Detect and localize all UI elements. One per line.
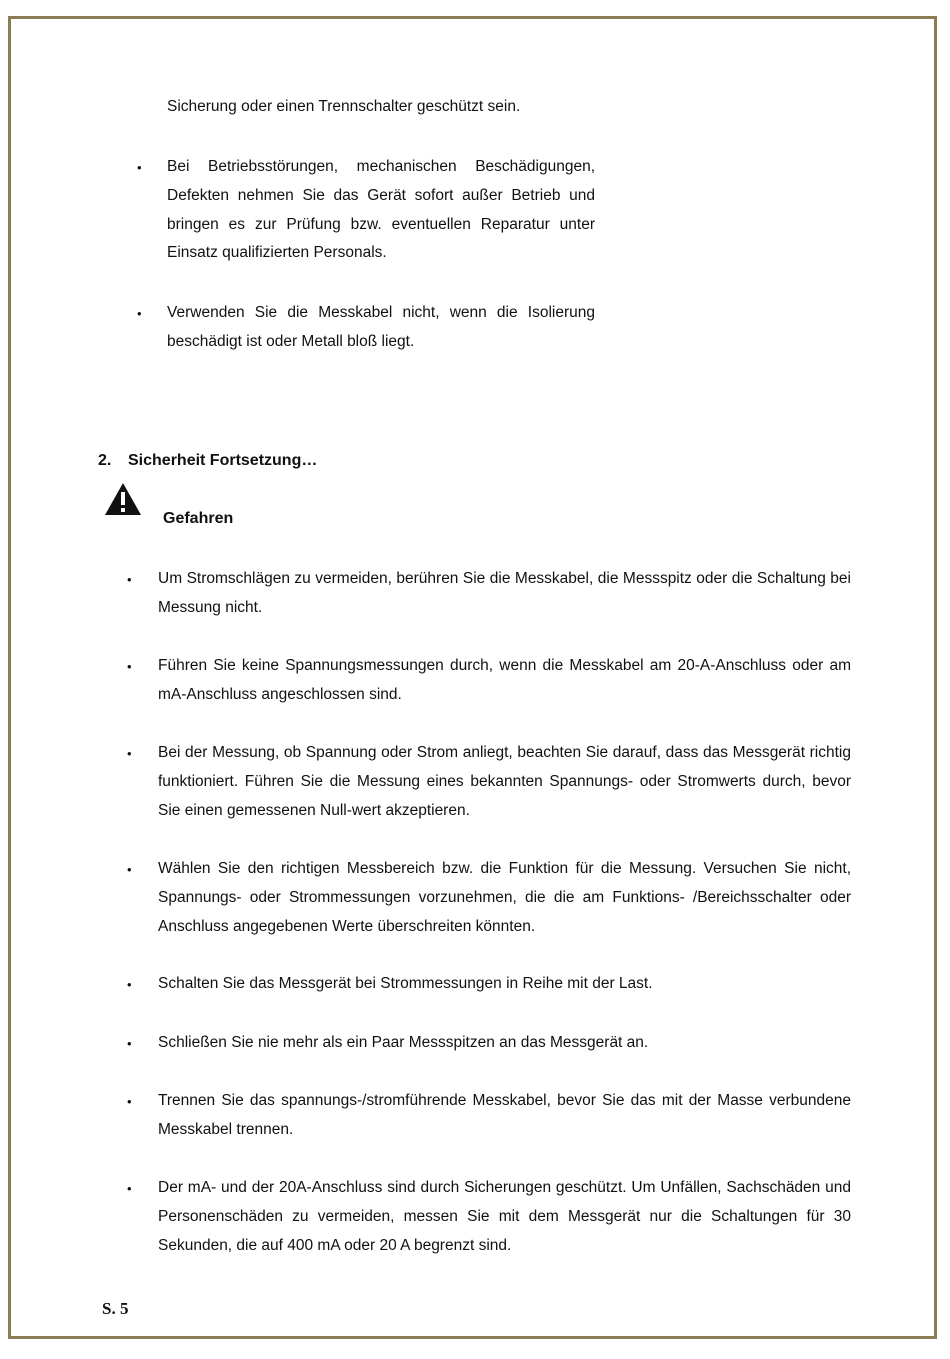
list-item: Trennen Sie das spannungs-/stromführende Messkabel, bevor Sie das mit der Masse verbundene Messkabel trennen. xyxy=(158,1092,851,1138)
warning-triangle-icon xyxy=(104,482,142,516)
bullet-marker: • xyxy=(127,746,132,761)
list-item: Schalten Sie das Messgerät bei Strommessungen in Reihe mit der Last. xyxy=(158,975,653,992)
list-item: Verwenden Sie die Messkabel nicht, wenn die Isolierung beschädigt ist oder Metall bloß liegt. xyxy=(167,304,595,350)
bullet-marker: • xyxy=(137,160,142,175)
bullet-marker: • xyxy=(127,1036,132,1051)
bullet-marker: • xyxy=(127,1094,132,1109)
list-item: Bei der Messung, ob Spannung oder Strom anliegt, beachten Sie darauf, dass das Messgerät richtig funktioniert. Führen Sie die Messung eines bekannten Spannungs- oder Stromwerts durch, bevor Sie einen gemessenen Null-wert akzeptieren. xyxy=(158,744,851,819)
bullet-marker: • xyxy=(127,572,132,587)
list-item: Um Stromschlägen zu vermeiden, berühren Sie die Messkabel, die Messspitz oder die Schaltung bei Messung nicht. xyxy=(158,570,851,616)
list-item: Schließen Sie nie mehr als ein Paar Messspitzen an das Messgerät an. xyxy=(158,1034,649,1051)
section-number: 2. xyxy=(98,452,112,469)
bullet-marker: • xyxy=(127,659,132,674)
bullet-marker: • xyxy=(127,977,132,992)
section-title: Sicherheit Fortsetzung… xyxy=(128,452,318,469)
bullet-marker: • xyxy=(127,1181,132,1196)
list-item: Der mA- und der 20A-Anschluss sind durch Sicherungen geschützt. Um Unfällen, Sachschäden und Personenschäden zu vermeiden, messen Sie mit dem Messgerät nur die Schaltungen für 30 Sekunden, die auf 400 mA oder 20 A begrenzt sind. xyxy=(158,1179,851,1254)
section-heading xyxy=(98,450,317,472)
list-item: Bei Betriebsstörungen, mechanischen Beschädigungen, Defekten nehmen Sie das Gerät sofort außer Betrieb und bringen es zur Prüfung bzw. eventuellen Reparatur unter Einsatz qualifizierten Personals. xyxy=(167,158,595,262)
bullet-marker: • xyxy=(137,306,142,321)
list-item: Wählen Sie den richtigen Messbereich bzw. die Funktion für die Messung. Versuchen Sie nicht, Spannungs- oder Strommessungen vorzunehmen, die die am Funktions- /Bereichsschalter oder Anschluss angegebenen Werte überschreiten könnten. xyxy=(158,860,851,935)
continuation-paragraph: Sicherung oder einen Trennschalter geschützt sein. xyxy=(167,98,521,115)
page-number: S. 5 xyxy=(102,1299,129,1318)
danger-title: Gefahren xyxy=(163,510,234,527)
bullet-marker: • xyxy=(127,862,132,877)
list-item: Führen Sie keine Spannungsmessungen durch, wenn die Messkabel am 20-A-Anschluss oder am mA-Anschluss angeschlossen sind. xyxy=(158,657,851,703)
